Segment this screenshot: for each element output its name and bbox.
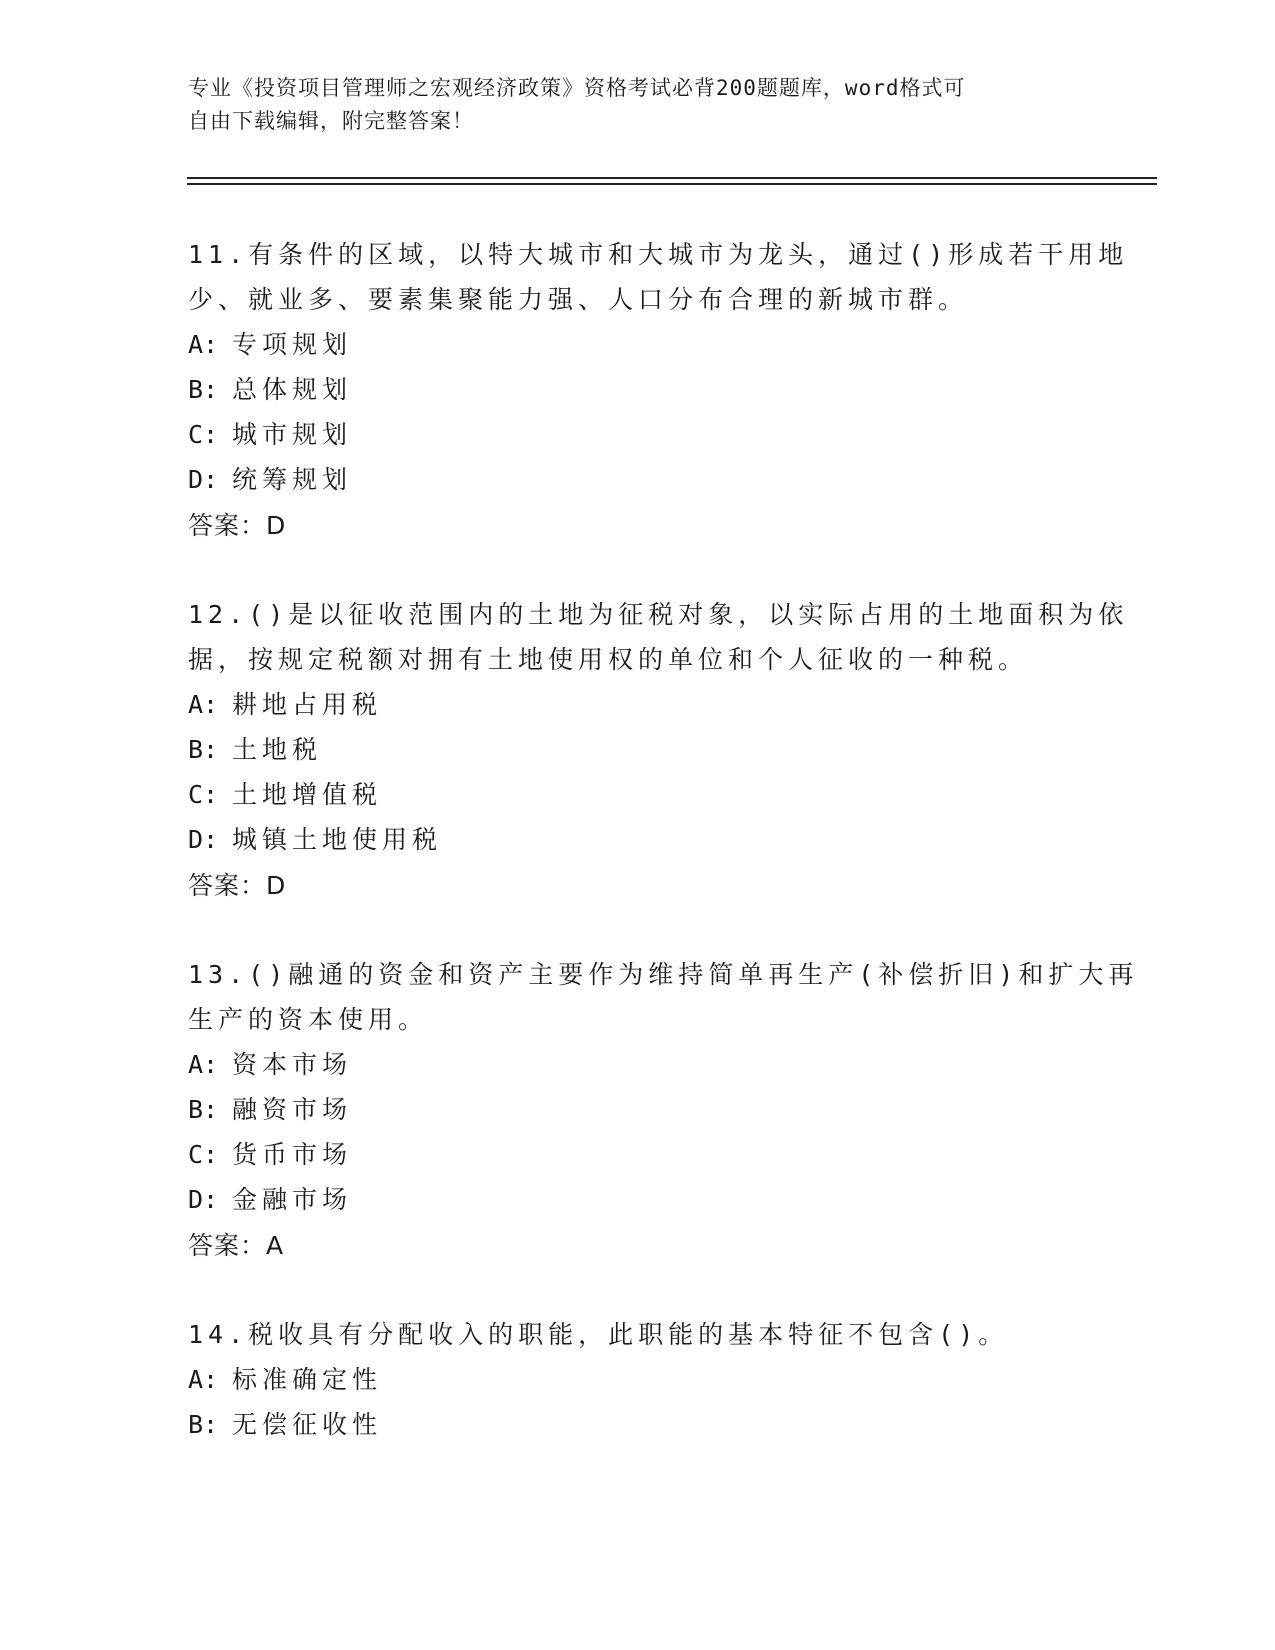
header-line-1: 专业《投资项目管理师之宏观经济政策》资格考试必背200题题库，word格式可 [188,76,966,100]
option-c [188,412,1088,457]
option-key: A: [188,330,219,359]
option-text: 标准确定性 [232,1365,383,1394]
option-text: 资本市场 [232,1050,353,1079]
option-c [188,1132,1088,1177]
option-key: D: [188,825,219,854]
option-key: A: [188,1365,219,1394]
option-text: 土地税 [232,735,323,764]
answer-line: 答案：A [188,1231,285,1260]
question-11 [188,232,1129,548]
option-text: 土地增值税 [232,780,383,809]
option-key: A: [188,1050,219,1079]
option-text: 统筹规划 [232,465,353,494]
option-text: 无偿征收性 [232,1410,383,1439]
question-13 [188,952,1139,1268]
question-stem-line: 14.税收具有分配收入的职能，此职能的基本特征不包含()。 [188,1320,1009,1349]
option-text: 货币市场 [232,1140,353,1169]
option-text: 金融市场 [232,1185,353,1214]
option-key: C: [188,420,219,449]
option-key: C: [188,780,219,809]
option-text: 城市规划 [232,420,353,449]
option-b [188,727,1088,772]
answer-line: 答案：D [188,871,287,900]
option-a [188,682,1088,727]
option-text: 专项规划 [232,330,353,359]
header-line-2: 自由下载编辑，附完整答案！ [188,109,474,133]
header-divider-bottom [187,183,1157,185]
question-stem-line: 12.()是以征收范围内的土地为征税对象，以实际占用的土地面积为依 [188,600,1129,629]
option-a [188,1357,1088,1402]
option-a [188,1042,1088,1087]
option-d [188,457,1088,502]
option-text: 总体规划 [232,375,353,404]
question-stem-line: 据，按规定税额对拥有土地使用权的单位和个人征收的一种税。 [188,645,1029,674]
option-a [188,322,1088,367]
option-key: A: [188,690,219,719]
option-key: D: [188,1185,219,1214]
option-d [188,817,1088,862]
question-stem-line: 生产的资本使用。 [188,1005,429,1034]
option-b [188,1402,1088,1447]
option-key: C: [188,1140,219,1169]
question-stem-line: 少、就业多、要素集聚能力强、人口分布合理的新城市群。 [188,285,969,314]
document-header [188,72,1088,138]
option-key: D: [188,465,219,494]
option-key: B: [188,375,219,404]
option-b [188,367,1088,412]
option-key: B: [188,735,219,764]
answer-line: 答案：D [188,511,287,540]
option-b [188,1087,1088,1132]
option-d [188,1177,1088,1222]
option-text: 融资市场 [232,1095,353,1124]
option-text: 耕地占用税 [232,690,383,719]
question-14 [188,1312,1088,1447]
question-stem-line: 13.()融通的资金和资产主要作为维持简单再生产(补偿折旧)和扩大再 [188,960,1139,989]
option-c [188,772,1088,817]
option-key: B: [188,1095,219,1124]
header-divider-top [187,177,1157,179]
option-key: B: [188,1410,219,1439]
question-12 [188,592,1129,908]
question-stem-line: 11.有条件的区域，以特大城市和大城市为龙头，通过()形成若干用地 [188,240,1129,269]
option-text: 城镇土地使用税 [232,825,443,854]
